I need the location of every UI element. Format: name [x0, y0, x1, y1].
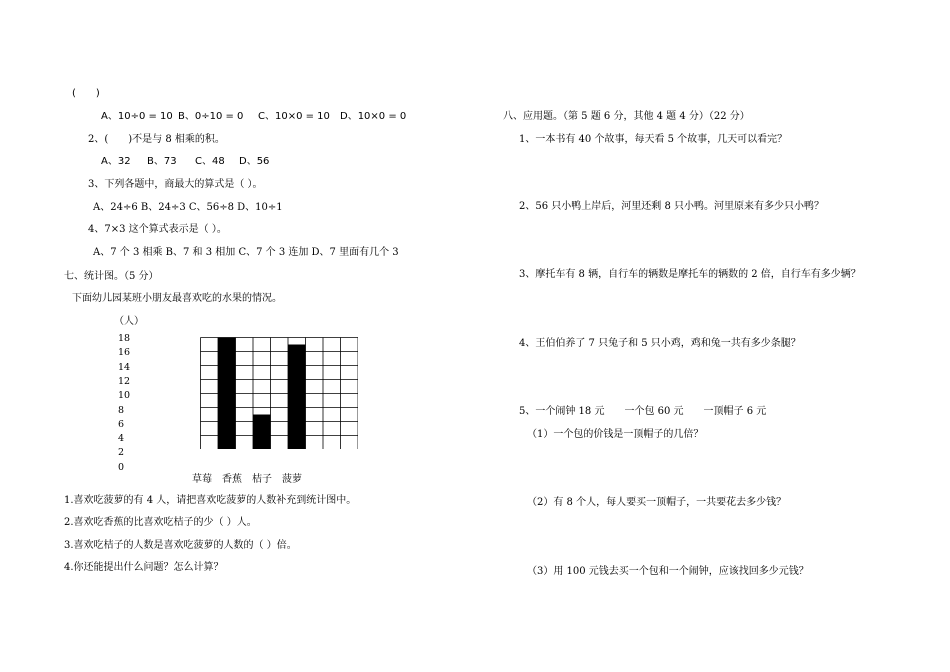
y-tick-label: 14	[118, 361, 131, 373]
y-tick-label: 16	[118, 347, 131, 359]
q7-1: 1.喜欢吃菠萝的有 4 人，请把喜欢吃菠萝的人数补充到统计图中。	[64, 495, 357, 506]
q1-option-a[interactable]: A、10÷0 = 10	[101, 111, 173, 122]
q4-options[interactable]: A、7 个 3 相乘 B、7 和 3 相加 C、7 个 3 连加 D、7 里面有几个 3	[93, 247, 399, 258]
section7-intro: 下面幼儿园某班小朋友最喜欢吃的水果的情况。	[72, 293, 282, 304]
q1-option-c[interactable]: C、10×0 = 10	[258, 111, 330, 122]
q3-options[interactable]: A、24÷6 B、24÷3 C、56÷8 D、10÷1	[93, 202, 283, 213]
problem-1: 1、一本书有 40 个故事，每天看 5 个故事，几天可以看完？	[519, 134, 788, 145]
q7-4: 4.你还能提出什么问题？怎么计算？	[64, 562, 224, 573]
y-tick-label: 6	[118, 418, 125, 430]
y-tick-label: 2	[118, 447, 125, 459]
q2-stem: 2、( )不是与 8 相乘的积。	[88, 134, 225, 145]
problem-5-3: （3）用 100 元钱去买一个包和一个闹钟，应该找回多少元钱？	[527, 566, 809, 577]
q2-option-d[interactable]: D、56	[239, 156, 270, 167]
q4-stem: 4、7×3 这个算式表示是（ ）。	[88, 224, 227, 235]
q2-option-c[interactable]: C、48	[195, 156, 225, 167]
q3-stem: 3、下列各题中，商最大的算式是（ ）。	[88, 179, 263, 190]
bar-chart-grid	[200, 337, 358, 449]
problem-2: 2、56 只小鸭上岸后，河里还剩 8 只小鸭。河里原来有多少只小鸭？	[519, 201, 824, 212]
problem-5-2: （2）有 8 个人，每人要买一顶帽子，一共要花去多少钱？	[527, 497, 787, 508]
section7-title: 七、统计图。（5 分）	[64, 271, 159, 282]
q1-option-b[interactable]: B、0÷10 = 0	[178, 111, 244, 122]
problem-3: 3、摩托车有 8 辆，自行车的辆数是摩托车的辆数的 2 倍，自行车有多少辆？	[519, 269, 861, 280]
y-tick-label: 4	[118, 433, 125, 445]
q1-answer-bracket[interactable]: ( )	[72, 88, 100, 99]
y-tick-label: 0	[118, 461, 125, 473]
q2-option-a[interactable]: A、32	[101, 156, 131, 167]
y-tick-label: 8	[118, 404, 125, 416]
y-tick-label: 18	[118, 333, 131, 344]
chart-category-labels: 草莓 香蕉 桔子 菠萝	[192, 474, 302, 485]
q7-2: 2.喜欢吃香蕉的比喜欢吃桔子的少（ ）人。	[64, 517, 257, 528]
problem-5: 5、一个闹钟 18 元 一个包 60 元 一顶帽子 6 元	[519, 406, 767, 417]
q7-3: 3.喜欢吃桔子的人数是喜欢吃菠萝的人数的（ ）倍。	[64, 540, 297, 551]
q1-option-d[interactable]: D、10×0 = 0	[340, 111, 407, 122]
y-tick-label: 10	[118, 390, 131, 402]
problem-5-1: （1）一个包的价钱是一顶帽子的几倍？	[527, 429, 704, 440]
q2-option-b[interactable]: B、73	[147, 156, 177, 167]
problem-4: 4、王伯伯养了 7 只兔子和 5 只小鸡，鸡和兔一共有多少条腿？	[519, 338, 801, 349]
chart-y-label: （人）	[114, 316, 144, 327]
y-tick-label: 12	[118, 375, 131, 387]
bar-香蕉	[253, 415, 271, 450]
section8-title: 八、应用题。（第 5 题 6 分，其他 4 题 4 分）（22 分）	[503, 111, 750, 122]
bar-桔子	[288, 345, 306, 450]
